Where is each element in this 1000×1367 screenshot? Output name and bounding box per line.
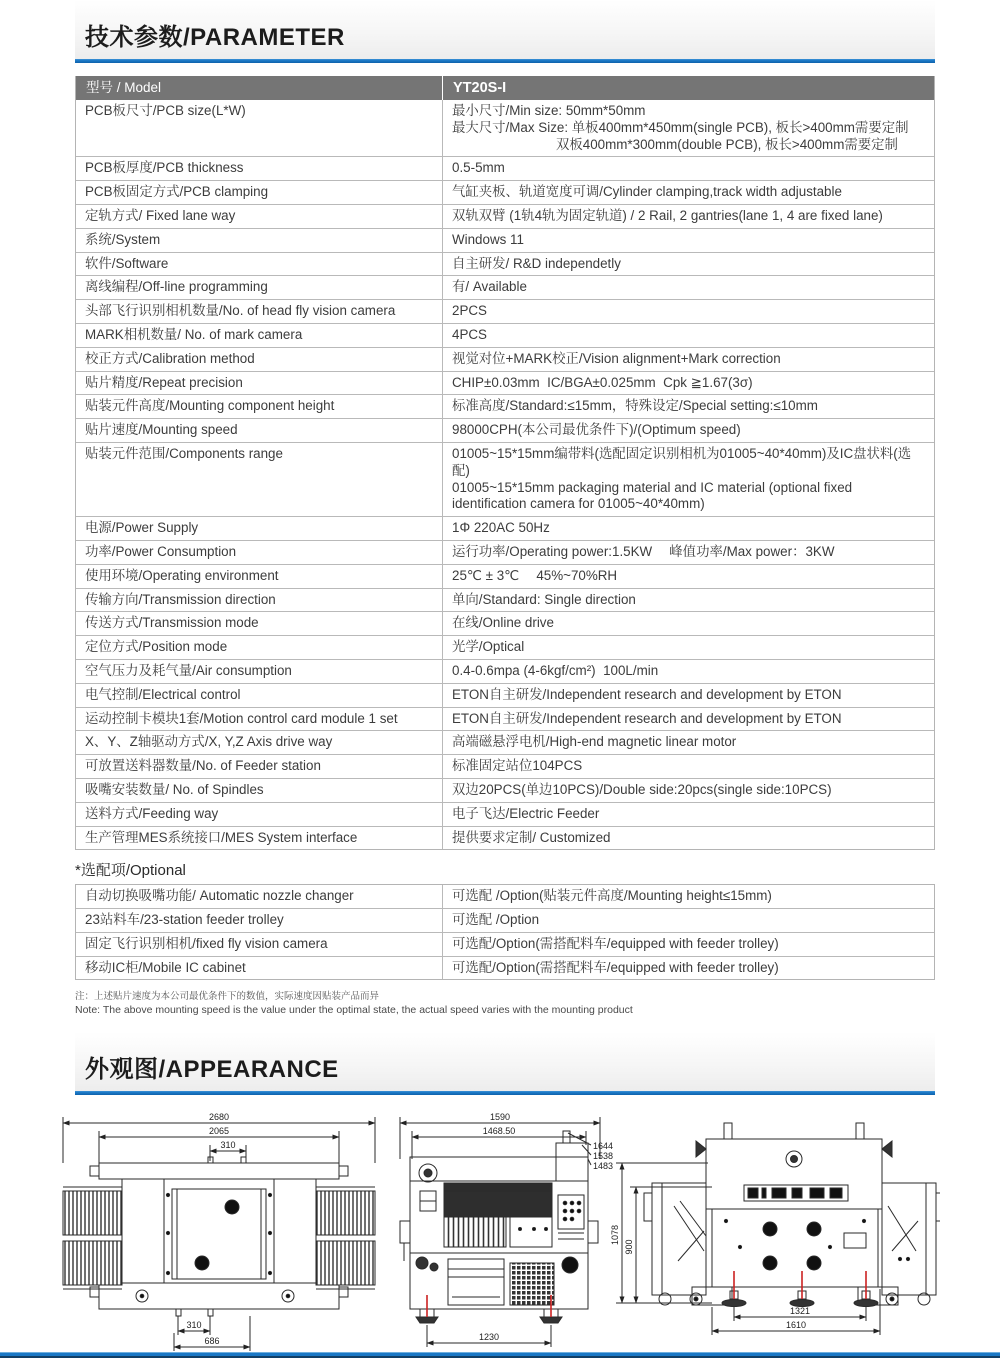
frontview-dim-h1: 1644 bbox=[593, 1141, 614, 1152]
row-value bbox=[443, 541, 934, 564]
row-value-line: identification camera for 01005~40*40mm) bbox=[452, 496, 705, 512]
row-value-line: 在线/Online drive bbox=[452, 615, 554, 631]
frontview-dim-overall: 1590 bbox=[489, 1112, 511, 1123]
row-value bbox=[443, 348, 934, 371]
topview-dim-bottom-span: 686 bbox=[204, 1336, 220, 1347]
row-value bbox=[443, 755, 934, 778]
row-label: PCB板固定方式/PCB clamping bbox=[76, 181, 443, 204]
row-value bbox=[443, 827, 934, 850]
table-row bbox=[76, 156, 934, 180]
page-content bbox=[75, 0, 935, 1366]
model-header-value: YT20S-I bbox=[453, 80, 507, 96]
row-label: 空气压力及耗气量/Air consumption bbox=[76, 660, 443, 683]
row-value-line: 气缸夹板、轨道宽度可调/Cylinder clamping,track width adjustable bbox=[452, 184, 842, 200]
table-row bbox=[76, 252, 934, 276]
row-value-line: 25℃ ± 3℃ 45%~70%RH bbox=[452, 567, 618, 583]
row-label: 传输方向/Transmission direction bbox=[76, 589, 443, 612]
page-footer-bar bbox=[0, 1352, 1000, 1358]
frontview-dim-body: 1468.50 bbox=[482, 1126, 516, 1137]
table-row bbox=[76, 180, 934, 204]
row-value bbox=[443, 395, 934, 418]
table-row bbox=[76, 540, 934, 564]
row-value-line: 提供要求定制/ Customized bbox=[452, 829, 611, 845]
table-row bbox=[76, 956, 934, 980]
row-value bbox=[443, 779, 934, 802]
row-label: PCB板尺寸/PCB size(L*W) bbox=[76, 100, 443, 156]
table-row bbox=[76, 418, 934, 442]
row-value bbox=[443, 885, 934, 908]
row-label: 23站料车/23-station feeder trolley bbox=[76, 909, 443, 932]
row-value bbox=[443, 660, 934, 683]
row-value-line: 标准高度/Standard:≤15mm，特殊设定/Special setting:≤10mm bbox=[452, 398, 818, 414]
table-row bbox=[76, 611, 934, 635]
row-value-line: 可选配/Option(需搭配料车/equipped with feeder trolley) bbox=[452, 935, 779, 951]
row-value-line: Windows 11 bbox=[452, 231, 524, 247]
table-row bbox=[76, 299, 934, 323]
table-row bbox=[76, 707, 934, 731]
row-value-line: 4PCS bbox=[452, 326, 487, 342]
row-value bbox=[443, 612, 934, 635]
row-label: 生产管理MES系统接口/MES System interface bbox=[76, 827, 443, 850]
row-value-line: 视觉对位+MARK校正/Vision alignment+Mark correction bbox=[452, 350, 781, 366]
appearance-section-header bbox=[75, 1032, 935, 1091]
row-value bbox=[443, 372, 934, 395]
row-label: 离线编程/Off-line programming bbox=[76, 276, 443, 299]
row-label: 使用环境/Operating environment bbox=[76, 565, 443, 588]
row-label: 校正方式/Calibration method bbox=[76, 348, 443, 371]
row-label: MARK相机数量/ No. of mark camera bbox=[76, 324, 443, 347]
row-value-line: 可选配/Option(需搭配料车/equipped with feeder trolley) bbox=[452, 959, 779, 975]
rearview-dim-base: 1610 bbox=[785, 1320, 807, 1331]
row-value bbox=[443, 205, 934, 228]
row-value-line: 1Φ 220AC 50Hz bbox=[452, 520, 550, 536]
row-value bbox=[443, 933, 934, 956]
row-value bbox=[443, 229, 934, 252]
row-value-line: 有/ Available bbox=[452, 279, 527, 295]
row-value-line: ETON自主研发/Independent research and development by ETON bbox=[452, 686, 842, 702]
note-chinese: 注：上述贴片速度为本公司最优条件下的数值，实际速度因贴装产品而异 bbox=[75, 991, 380, 1003]
rearview-dim-height-overall: 1078 bbox=[610, 1225, 620, 1246]
table-row bbox=[76, 516, 934, 540]
row-value bbox=[443, 636, 934, 659]
row-value-line: 0.5-5mm bbox=[452, 160, 505, 176]
top-view-drawing bbox=[60, 1111, 390, 1361]
row-value bbox=[443, 708, 934, 731]
topview-dim-body: 2065 bbox=[208, 1126, 230, 1137]
frontview-dim-feet: 1230 bbox=[478, 1332, 500, 1343]
table-row bbox=[76, 204, 934, 228]
table-row bbox=[76, 885, 934, 908]
parameter-section-header bbox=[75, 0, 935, 59]
row-value-line: 光学/Optical bbox=[452, 639, 525, 655]
row-value-line: 98000CPH(本公司最优条件下)/(Optimum speed) bbox=[452, 422, 741, 438]
note-english: Note: The above mounting speed is the value under the optimal state, the actual speed varies with the mounting product bbox=[75, 1004, 633, 1017]
row-label: 吸嘴安装数量/ No. of Spindles bbox=[76, 779, 443, 802]
row-value-line: 双轨双臂 (1轨4轨为固定轨道) / 2 Rail, 2 gantries(lane 1, 4 are fixed lane) bbox=[452, 207, 883, 223]
table-row bbox=[76, 778, 934, 802]
row-value-line: 双板400mm*300mm(double PCB), 板长>400mm需要定制 bbox=[556, 136, 898, 152]
row-value-line: 双边20PCS(单边10PCS)/Double side:20pcs(single side:10PCS) bbox=[452, 781, 832, 797]
row-value bbox=[443, 909, 934, 932]
row-value bbox=[443, 443, 934, 516]
optional-table bbox=[75, 884, 935, 980]
row-value-line: 01005~15*15mm编带料(选配固定识别相机为01005~40*40mm)及IC盘状料(选配) bbox=[452, 445, 912, 478]
front-view-drawing bbox=[392, 1111, 614, 1361]
row-value-line: 最大尺寸/Max Size: 单板400mm*450mm(single PCB), 板长>400mm需要定制 bbox=[452, 119, 909, 135]
row-label: 头部飞行识别相机数量/No. of head fly vision camera bbox=[76, 300, 443, 323]
row-value-line: ETON自主研发/Independent research and development by ETON bbox=[452, 710, 842, 726]
row-label: 定轨方式/ Fixed lane way bbox=[76, 205, 443, 228]
row-value bbox=[443, 565, 934, 588]
table-row bbox=[76, 932, 934, 956]
row-label: 传送方式/Transmission mode bbox=[76, 612, 443, 635]
row-value bbox=[443, 276, 934, 299]
row-label: 自动切换吸嘴功能/ Automatic nozzle changer bbox=[76, 885, 443, 908]
row-value-line: 01005~15*15mm packaging material and IC material (optional fixed bbox=[452, 479, 853, 495]
model-header-label: 型号 / Model bbox=[76, 76, 443, 100]
row-value bbox=[443, 100, 934, 156]
row-label: 定位方式/Position mode bbox=[76, 636, 443, 659]
row-label: 固定飞行识别相机/fixed fly vision camera bbox=[76, 933, 443, 956]
appearance-title-underline bbox=[75, 1091, 935, 1095]
row-value bbox=[443, 731, 934, 754]
row-label: 电气控制/Electrical control bbox=[76, 684, 443, 707]
topview-dim-top-port: 310 bbox=[220, 1140, 236, 1151]
table-row bbox=[76, 347, 934, 371]
row-value bbox=[443, 157, 934, 180]
frontview-dim-h3: 1483 bbox=[593, 1161, 614, 1172]
row-value-line: 自主研发/ R&D independetly bbox=[452, 255, 621, 271]
row-label: 运动控制卡模块1套/Motion control card module 1 set bbox=[76, 708, 443, 731]
row-value bbox=[443, 300, 934, 323]
row-label: 贴片精度/Repeat precision bbox=[76, 372, 443, 395]
row-value-line: 0.4-0.6mpa (4-6kgf/cm²) 100L/min bbox=[452, 662, 659, 678]
row-label: 贴片速度/Mounting speed bbox=[76, 419, 443, 442]
table-row bbox=[76, 371, 934, 395]
table-row bbox=[76, 659, 934, 683]
row-value bbox=[443, 517, 934, 540]
table-row bbox=[76, 564, 934, 588]
topview-dim-bottom-port: 310 bbox=[186, 1320, 202, 1331]
appearance-title: 外观图/APPEARANCE bbox=[85, 1056, 339, 1084]
row-label: 贴装元件高度/Mounting component height bbox=[76, 395, 443, 418]
row-value bbox=[443, 957, 934, 980]
row-value-line: 标准固定站位104PCS bbox=[452, 758, 583, 774]
row-value-line: 高端磁悬浮电机/High-end magnetic linear motor bbox=[452, 734, 737, 750]
row-label: 可放置送料器数量/No. of Feeder station bbox=[76, 755, 443, 778]
table-row bbox=[76, 442, 934, 516]
topview-dim-overall: 2680 bbox=[208, 1112, 230, 1123]
row-value bbox=[443, 253, 934, 276]
rearview-dim-height-body: 900 bbox=[624, 1239, 634, 1255]
appearance-drawings bbox=[75, 1111, 935, 1366]
spec-table bbox=[75, 76, 935, 850]
table-row bbox=[76, 100, 934, 156]
row-value-line: 最小尺寸/Min size: 50mm*50mm bbox=[452, 103, 646, 118]
parameter-title: 技术参数/PARAMETER bbox=[85, 24, 345, 51]
row-value-line: 可选配 /Option(贴装元件高度/Mounting height≤15mm) bbox=[452, 888, 772, 904]
row-value bbox=[443, 181, 934, 204]
table-row bbox=[76, 635, 934, 659]
table-row bbox=[76, 908, 934, 932]
row-label: 软件/Software bbox=[76, 253, 443, 276]
row-value-line: CHIP±0.03mm IC/BGA±0.025mm Cpk ≧1.67(3σ) bbox=[452, 374, 753, 390]
table-row bbox=[76, 394, 934, 418]
row-label: PCB板厚度/PCB thickness bbox=[76, 157, 443, 180]
rearview-dim-feet: 1321 bbox=[789, 1306, 811, 1317]
spec-table-header bbox=[76, 76, 934, 100]
table-row bbox=[76, 275, 934, 299]
row-value-line: 单向/Standard: Single direction bbox=[452, 591, 636, 607]
row-value bbox=[443, 684, 934, 707]
table-row bbox=[76, 754, 934, 778]
row-label: 送料方式/Feeding way bbox=[76, 803, 443, 826]
row-label: X、Y、Z轴驱动方式/X, Y,Z Axis drive way bbox=[76, 731, 443, 754]
table-row bbox=[76, 802, 934, 826]
row-value-line: 电子飞达/Electric Feeder bbox=[452, 805, 600, 821]
row-label: 贴装元件范围/Components range bbox=[76, 443, 443, 516]
table-row bbox=[76, 683, 934, 707]
row-value-line: 2PCS bbox=[452, 303, 487, 319]
row-value bbox=[443, 419, 934, 442]
table-row bbox=[76, 826, 934, 850]
row-value-line: 可选配 /Option bbox=[452, 912, 540, 928]
table-row bbox=[76, 323, 934, 347]
row-value bbox=[443, 589, 934, 612]
row-value-line: 运行功率/Operating power:1.5KW 峰值功率/Max power：3KW bbox=[452, 543, 835, 559]
frontview-dim-h2: 1538 bbox=[593, 1151, 614, 1162]
table-row bbox=[76, 588, 934, 612]
row-label: 电源/Power Supply bbox=[76, 517, 443, 540]
optional-table-body bbox=[76, 885, 934, 979]
row-label: 系统/System bbox=[76, 229, 443, 252]
optional-section-title: *选配项/Optional bbox=[75, 862, 186, 880]
table-row bbox=[76, 730, 934, 754]
row-value bbox=[443, 803, 934, 826]
row-value bbox=[443, 324, 934, 347]
row-label: 移动IC柜/Mobile IC cabinet bbox=[76, 957, 443, 980]
rear-view-drawing bbox=[608, 1111, 940, 1361]
spec-table-body bbox=[76, 100, 934, 849]
row-label: 功率/Power Consumption bbox=[76, 541, 443, 564]
table-row bbox=[76, 228, 934, 252]
parameter-title-underline bbox=[75, 59, 935, 63]
